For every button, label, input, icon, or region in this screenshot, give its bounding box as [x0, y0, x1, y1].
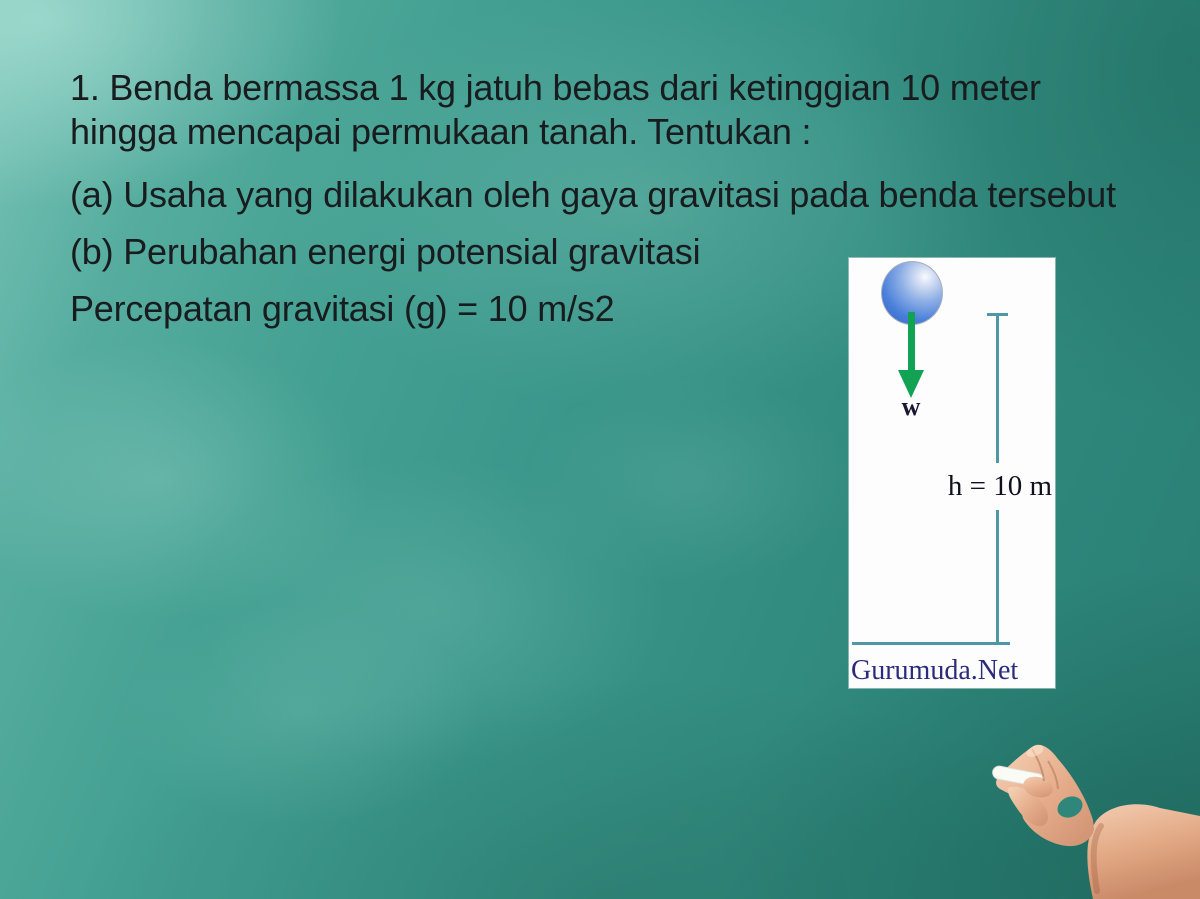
ground-line [852, 642, 1010, 645]
problem-line: Percepatan gravitasi (g) = 10 m/s2 [70, 288, 615, 329]
hand-with-chalk [960, 689, 1200, 899]
problem-line: 1. Benda bermassa 1 kg jatuh bebas dari ketinggian 10 meter [70, 67, 1041, 108]
weight-arrow-icon [908, 312, 915, 374]
problem-line: hingga mencapai permukaan tanah. Tentukan : [70, 111, 812, 152]
weight-label: w [901, 392, 921, 421]
measure-line-upper [996, 313, 999, 463]
free-fall-diagram [849, 258, 1055, 688]
watermark: Gurumuda.Net [851, 655, 1019, 686]
height-label: h = 10 m [947, 470, 1053, 502]
problem-line: (b) Perubahan energi potensial gravitasi [70, 231, 701, 272]
measure-line-lower [996, 510, 999, 644]
problem-line: (a) Usaha yang dilakukan oleh gaya gravitasi pada benda tersebut [70, 174, 1116, 215]
forearm [1087, 804, 1200, 899]
